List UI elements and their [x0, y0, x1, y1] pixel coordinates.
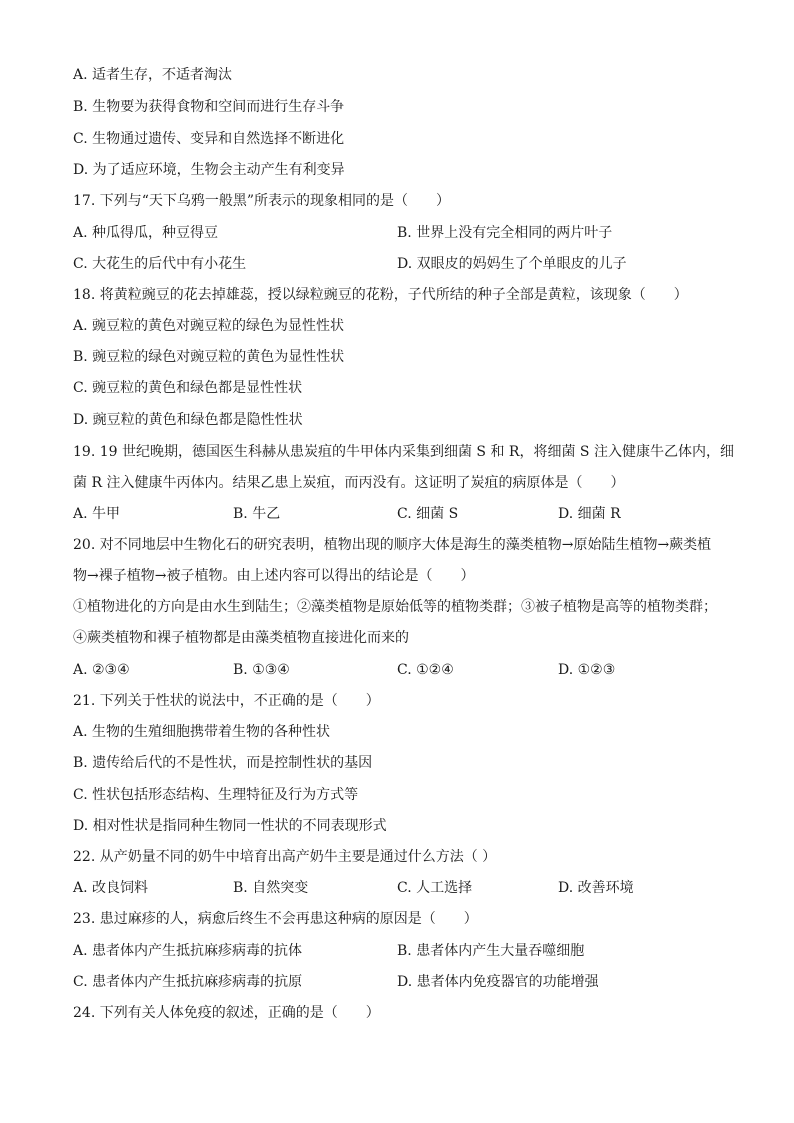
q17-option-a: A. 种瓜得瓜，种豆得豆 — [73, 225, 219, 241]
q19-option-a: A. 牛甲 — [73, 506, 121, 522]
q20-option-b: B. ①③④ — [233, 662, 290, 678]
q20-option-d: D. ①②③ — [558, 662, 616, 678]
q20-statements-line2: ④蕨类植物和裸子植物都是由藻类植物直接进化而来的 — [73, 630, 409, 646]
q21-option-d: D. 相对性状是指同种生物同一性状的不同表现形式 — [73, 818, 387, 834]
q16-option-b: B. 生物要为获得食物和空间而进行生存斗争 — [73, 99, 345, 115]
q23-stem: 23. 患过麻疹的人，病愈后终生不会再患这种病的原因是（ ） — [73, 911, 478, 927]
q22-option-d: D. 改善环境 — [558, 880, 634, 896]
q21-stem: 21. 下列关于性状的说法中，不正确的是（ ） — [73, 693, 380, 709]
q18-option-c: C. 豌豆粒的黄色和绿色都是显性性状 — [73, 380, 303, 396]
q17-option-d: D. 双眼皮的妈妈生了个单眼皮的儿子 — [397, 256, 627, 272]
q17-option-c: C. 大花生的后代中有小花生 — [73, 256, 247, 272]
q16-option-c: C. 生物通过遗传、变异和自然选择不断进化 — [73, 131, 345, 147]
q19-option-d: D. 细菌 R — [558, 506, 621, 522]
q21-option-c: C. 性状包括形态结构、生理特征及行为方式等 — [73, 787, 359, 803]
q20-statements-line1: ①植物进化的方向是由水生到陆生；②藻类植物是原始低等的植物类群；③被子植物是高等的植物类群； — [73, 599, 717, 615]
q22-option-a: A. 改良饲料 — [73, 880, 149, 896]
q21-option-a: A. 生物的生殖细胞携带着生物的各种性状 — [73, 724, 331, 740]
q21-option-b: B. 遗传给后代的不是性状，而是控制性状的基因 — [73, 755, 373, 771]
q18-option-a: A. 豌豆粒的黄色对豌豆粒的绿色为显性性状 — [73, 318, 345, 334]
q22-option-b: B. 自然突变 — [233, 880, 309, 896]
q23-option-d: D. 患者体内免疫器官的功能增强 — [397, 974, 599, 990]
q16-option-d: D. 为了适应环境，生物会主动产生有利变异 — [73, 162, 345, 178]
q23-option-a: A. 患者体内产生抵抗麻疹病毒的抗体 — [73, 943, 303, 959]
q23-option-b: B. 患者体内产生大量吞噬细胞 — [397, 943, 585, 959]
q22-option-c: C. 人工选择 — [397, 880, 473, 896]
q22-stem: 22. 从产奶量不同的奶牛中培育出高产奶牛主要是通过什么方法（ ） — [73, 849, 497, 865]
q19-option-c: C. 细菌 S — [397, 506, 459, 522]
q20-option-a: A. ②③④ — [73, 662, 130, 678]
q19-option-b: B. 牛乙 — [233, 506, 281, 522]
q19-stem-line2: 菌 R 注入健康牛丙体内。结果乙患上炭疽，而丙没有。这证明了炭疽的病原体是（ ） — [73, 475, 625, 491]
q17-option-b: B. 世界上没有完全相同的两片叶子 — [397, 225, 613, 241]
q20-option-c: C. ①②④ — [397, 662, 454, 678]
q18-option-d: D. 豌豆粒的黄色和绿色都是隐性性状 — [73, 412, 303, 428]
q24-stem: 24. 下列有关人体免疫的叙述，正确的是（ ） — [73, 1005, 380, 1021]
q18-stem: 18. 将黄粒豌豆的花去掉雄蕊，授以绿粒豌豆的花粉，子代所结的种子全部是黄粒，该现象（ ） — [73, 287, 688, 303]
q20-stem-line1: 20. 对不同地层中生物化石的研究表明，植物出现的顺序大体是海生的藻类植物→原始陆生植物→蕨类植 — [73, 537, 712, 553]
q23-option-c: C. 患者体内产生抵抗麻疹病毒的抗原 — [73, 974, 303, 990]
q18-option-b: B. 豌豆粒的绿色对豌豆粒的黄色为显性性状 — [73, 349, 345, 365]
q16-option-a: A. 适者生存，不适者淘汰 — [73, 67, 233, 83]
q19-stem-line1: 19. 19 世纪晚期，德国医生科赫从患炭疽的牛甲体内采集到细菌 S 和 R，将细菌 S 注入健康牛乙体内，细 — [73, 444, 734, 460]
q20-stem-line2: 物→裸子植物→被子植物。由上述内容可以得出的结论是（ ） — [73, 568, 475, 584]
q17-stem: 17. 下列与“天下乌鸦一般黑”所表示的现象相同的是（ ） — [73, 193, 451, 209]
